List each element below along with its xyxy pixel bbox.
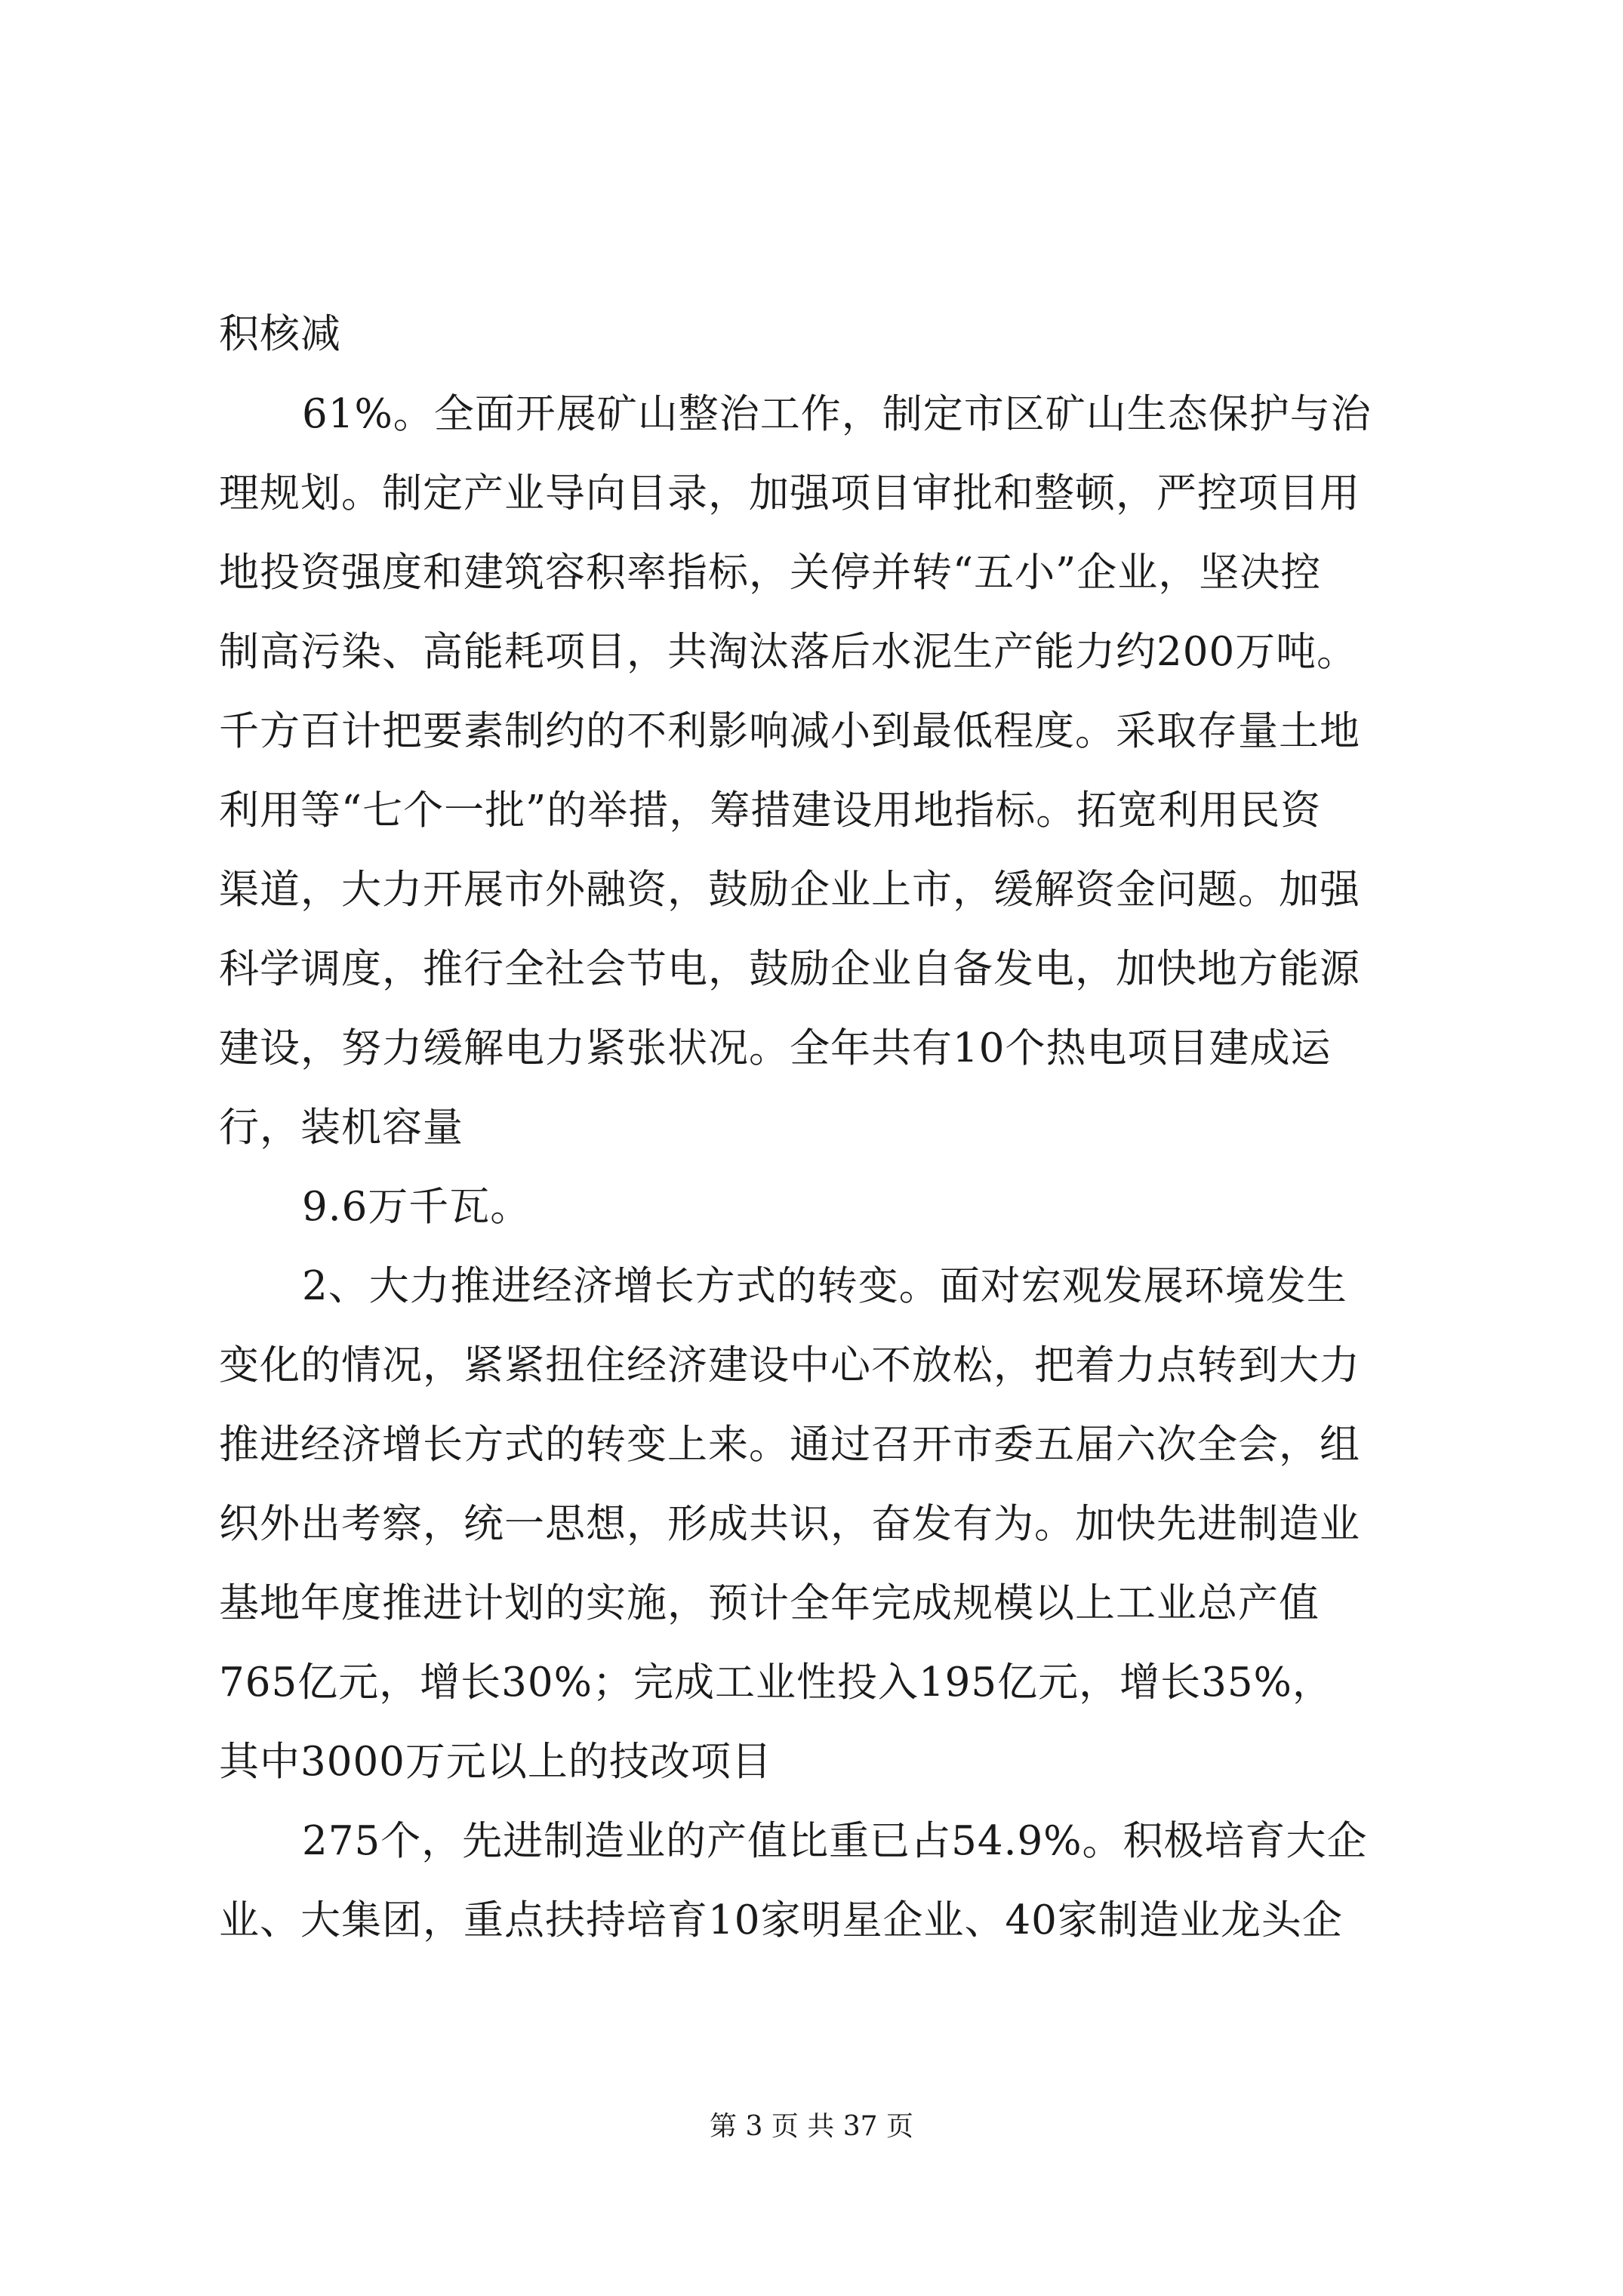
body-text-line: 2、大力推进经济增长方式的转变。面对宏观发展环境发生 <box>302 1263 1347 1309</box>
body-text-line: 行，装机容量 <box>219 1105 463 1151</box>
body-text-line: 千方百计把要素制约的不利影响减小到最低程度。采取存量土地 <box>219 708 1360 754</box>
page-number-footer: 第 3 页 共 37 页 <box>710 2111 913 2142</box>
body-text-line: 渠道，大力开展市外融资，鼓励企业上市，缓解资金问题。加强 <box>219 867 1360 913</box>
body-text-line: 61%。全面开展矿山整治工作，制定市区矿山生态保护与治 <box>302 391 1372 437</box>
body-text-line: 积核减 <box>219 311 341 357</box>
body-text-line: 275个，先进制造业的产值比重已占54.9%。积极培育大企 <box>302 1818 1368 1864</box>
body-text-line: 其中3000万元以上的技改项目 <box>219 1739 772 1785</box>
body-text-line: 利用等“七个一批”的举措，筹措建设用地指标。拓宽利用民资 <box>219 787 1322 834</box>
body-text-line: 织外出考察，统一思想，形成共识，奋发有为。加快先进制造业 <box>219 1501 1360 1547</box>
body-text-line: 科学调度，推行全社会节电，鼓励企业自备发电，加快地方能源 <box>219 946 1360 992</box>
body-text-line: 推进经济增长方式的转变上来。通过召开市委五届六次全会，组 <box>219 1422 1360 1468</box>
body-text-line: 业、大集团，重点扶持培育10家明星企业、40家制造业龙头企 <box>219 1897 1343 1943</box>
body-text-line: 9.6万千瓦。 <box>302 1184 531 1230</box>
body-text-line: 建设，努力缓解电力紧张状况。全年共有10个热电项目建成运 <box>219 1025 1332 1071</box>
body-text-line: 变化的情况，紧紧扭住经济建设中心不放松，把着力点转到大力 <box>219 1342 1360 1388</box>
body-text-line: 基地年度推进计划的实施，预计全年完成规模以上工业总产值 <box>219 1580 1320 1626</box>
body-text-line: 制高污染、高能耗项目，共淘汰落后水泥生产能力约200万吨。 <box>219 629 1358 675</box>
body-text-line: 765亿元，增长30%；完成工业性投入195亿元，增长35%， <box>219 1660 1333 1706</box>
body-text-line: 理规划。制定产业导向目录，加强项目审批和整顿，严控项目用 <box>219 470 1360 516</box>
body-text-line: 地投资强度和建筑容积率指标，关停并转“五小”企业，坚决控 <box>219 550 1322 596</box>
